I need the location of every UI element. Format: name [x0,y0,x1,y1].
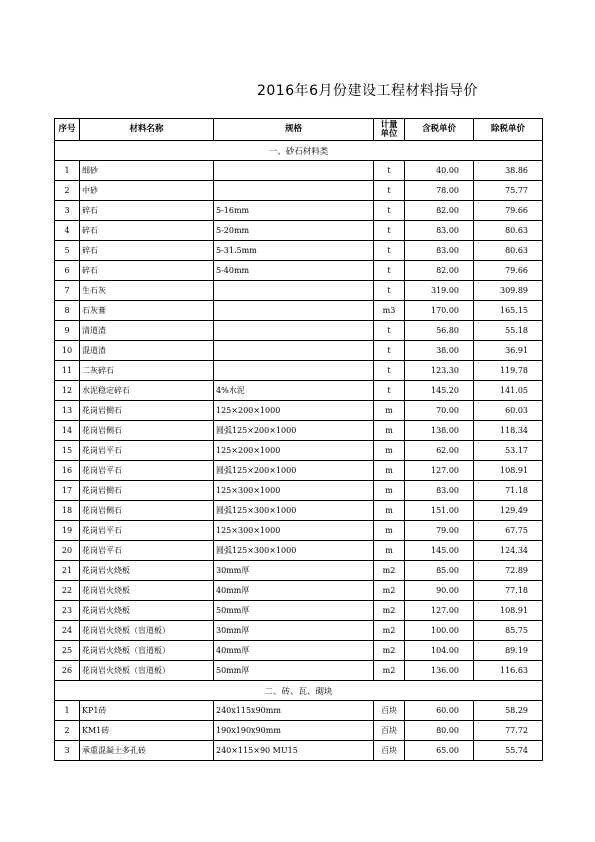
row-price-notax: 89.19 [474,641,543,661]
row-name: KM1砖 [80,721,214,741]
row-name: 花岗岩火烧板 [80,601,214,621]
row-price-tax: 83.00 [405,481,474,501]
row-spec: 50mm厚 [214,601,374,621]
table-row [55,241,543,261]
row-price-notax: 165.15 [474,301,543,321]
row-spec [214,181,374,201]
row-spec: 圆弧125×300×1000 [214,541,374,561]
row-name: 花岗岩火烧板 [80,561,214,581]
row-price-tax: 65.00 [405,741,474,761]
row-seq: 8 [55,301,80,321]
row-price-notax: 53.17 [474,441,543,461]
row-unit: m2 [374,641,405,661]
row-price-notax: 116.63 [474,661,543,681]
row-price-tax: 60.00 [405,701,474,721]
table-row [55,381,543,401]
table-row [55,601,543,621]
header-price-notax: 除税单价 [474,119,543,141]
row-spec: 5-16mm [214,201,374,221]
table-row [55,341,543,361]
row-name: 碎石 [80,221,214,241]
table-row [55,461,543,481]
row-seq: 1 [55,701,80,721]
row-price-tax: 170.00 [405,301,474,321]
row-spec [214,321,374,341]
row-spec: 240x115x90mm [214,701,374,721]
table-row [55,321,543,341]
row-name: 花岗岩侧石 [80,481,214,501]
section-title: 一、砂石材料类 [55,141,543,161]
row-name: 花岗岩平石 [80,461,214,481]
row-price-tax: 145.00 [405,541,474,561]
row-price-tax: 127.00 [405,461,474,481]
table-row [55,541,543,561]
row-seq: 2 [55,181,80,201]
table-row [55,641,543,661]
row-name: 细砂 [80,161,214,181]
row-unit: 百块 [374,741,405,761]
table-row [55,741,543,761]
row-price-notax: 118.34 [474,421,543,441]
table-row [55,701,543,721]
row-seq: 19 [55,521,80,541]
row-seq: 4 [55,221,80,241]
row-spec [214,281,374,301]
row-seq: 12 [55,381,80,401]
header-name: 材料名称 [80,119,214,141]
row-seq: 15 [55,441,80,461]
section-title: 二、砖、瓦、砌块 [55,681,543,701]
row-price-tax: 123.30 [405,361,474,381]
row-name: 花岗岩平石 [80,541,214,561]
row-unit: t [374,281,405,301]
row-unit: t [374,201,405,221]
row-price-notax: 75.77 [474,181,543,201]
row-unit: t [374,341,405,361]
table-row [55,501,543,521]
row-price-tax: 136.00 [405,661,474,681]
row-price-tax: 319.00 [405,281,474,301]
row-price-tax: 56.80 [405,321,474,341]
row-seq: 1 [55,161,80,181]
row-spec: 圆弧125×300×1000 [214,501,374,521]
row-unit: 百块 [374,721,405,741]
row-price-notax: 55.74 [474,741,543,761]
table-row [55,661,543,681]
row-name: 花岗岩平石 [80,521,214,541]
row-price-tax: 40.00 [405,161,474,181]
row-unit: 百块 [374,701,405,721]
row-unit: m [374,481,405,501]
table-row [55,281,543,301]
row-spec: 240×115×90 MU15 [214,741,374,761]
table-row [55,181,543,201]
row-price-notax: 38.86 [474,161,543,181]
row-price-notax: 124.34 [474,541,543,561]
row-seq: 5 [55,241,80,261]
row-price-tax: 138.00 [405,421,474,441]
row-unit: m [374,541,405,561]
row-seq: 18 [55,501,80,521]
row-unit: t [374,361,405,381]
row-unit: m [374,421,405,441]
row-seq: 23 [55,601,80,621]
row-price-notax: 55.18 [474,321,543,341]
row-seq: 3 [55,201,80,221]
row-spec: 5-20mm [214,221,374,241]
row-spec: 125×200×1000 [214,441,374,461]
row-spec: 5-31.5mm [214,241,374,261]
row-spec: 125×300×1000 [214,521,374,541]
row-price-tax: 100.00 [405,621,474,641]
row-name: 水泥稳定碎石 [80,381,214,401]
row-price-notax: 72.89 [474,561,543,581]
table-row [55,201,543,221]
row-spec: 圆弧125×200×1000 [214,461,374,481]
row-price-tax: 80.00 [405,721,474,741]
row-spec: 30mm厚 [214,561,374,581]
row-name: 花岗岩火烧板（盲道板） [80,661,214,681]
row-unit: m2 [374,601,405,621]
row-price-tax: 90.00 [405,581,474,601]
row-seq: 13 [55,401,80,421]
table-body [55,141,543,761]
row-price-notax: 77.18 [474,581,543,601]
row-price-tax: 82.00 [405,201,474,221]
row-price-tax: 38.00 [405,341,474,361]
section-header-row [55,681,543,701]
row-price-tax: 78.00 [405,181,474,201]
row-name: 混道渣 [80,341,214,361]
table-row [55,721,543,741]
row-seq: 14 [55,421,80,441]
row-seq: 25 [55,641,80,661]
row-name: 石灰膏 [80,301,214,321]
row-unit: t [374,321,405,341]
row-spec [214,341,374,361]
row-price-notax: 129.49 [474,501,543,521]
row-seq: 22 [55,581,80,601]
row-seq: 21 [55,561,80,581]
row-spec: 190x190x90mm [214,721,374,741]
row-name: 花岗岩火烧板（盲道板） [80,621,214,641]
page-title-text: 2016年6月份建设工程材料指导价 [256,83,479,99]
row-spec: 125×300×1000 [214,481,374,501]
row-unit: m [374,461,405,481]
row-spec: 30mm厚 [214,621,374,641]
row-unit: t [374,161,405,181]
table-row [55,481,543,501]
row-name: 二灰碎石 [80,361,214,381]
row-price-notax: 36.91 [474,341,543,361]
row-seq: 9 [55,321,80,341]
row-name: KP1砖 [80,701,214,721]
row-price-notax: 141.05 [474,381,543,401]
table-row [55,261,543,281]
row-price-tax: 83.00 [405,221,474,241]
table-row [55,221,543,241]
row-name: 承重混凝土多孔砖 [80,741,214,761]
row-seq: 7 [55,281,80,301]
row-name: 花岗岩侧石 [80,501,214,521]
row-unit: m2 [374,661,405,681]
row-unit: m2 [374,581,405,601]
row-spec: 4%水泥 [214,381,374,401]
row-seq: 6 [55,261,80,281]
row-seq: 26 [55,661,80,681]
header-price-tax: 含税单价 [405,119,474,141]
row-price-notax: 71.18 [474,481,543,501]
row-spec: 圆弧125×200×1000 [214,421,374,441]
row-price-notax: 58.29 [474,701,543,721]
row-name: 生石灰 [80,281,214,301]
row-spec [214,161,374,181]
row-seq: 3 [55,741,80,761]
header-spec: 规格 [214,119,374,141]
row-price-notax: 85.75 [474,621,543,641]
row-unit: t [374,181,405,201]
row-unit: t [374,241,405,261]
row-price-notax: 60.03 [474,401,543,421]
row-unit: t [374,381,405,401]
row-price-notax: 80.63 [474,241,543,261]
row-spec [214,361,374,381]
row-spec: 40mm厚 [214,581,374,601]
row-name: 花岗岩火烧板（盲道板） [80,641,214,661]
row-seq: 11 [55,361,80,381]
row-price-tax: 70.00 [405,401,474,421]
row-price-tax: 83.00 [405,241,474,261]
row-name: 碎石 [80,241,214,261]
row-price-notax: 67.75 [474,521,543,541]
row-price-notax: 80.63 [474,221,543,241]
price-table [54,118,543,761]
row-price-notax: 79.66 [474,261,543,281]
table-row [55,561,543,581]
row-price-tax: 62.00 [405,441,474,461]
row-name: 花岗岩侧石 [80,421,214,441]
row-price-notax: 108.91 [474,601,543,621]
row-unit: m [374,441,405,461]
row-name: 清道渣 [80,321,214,341]
table-row [55,581,543,601]
row-seq: 2 [55,721,80,741]
row-price-tax: 151.00 [405,501,474,521]
table-row [55,401,543,421]
row-price-tax: 145.20 [405,381,474,401]
row-spec: 40mm厚 [214,641,374,661]
row-unit: m [374,401,405,421]
row-unit: m [374,501,405,521]
row-name: 碎石 [80,201,214,221]
row-name: 中砂 [80,181,214,201]
header-unit-text: 计量单位 [380,119,398,139]
section-header-row [55,141,543,161]
row-seq: 17 [55,481,80,501]
row-unit: t [374,221,405,241]
row-price-notax: 309.89 [474,281,543,301]
table-row [55,441,543,461]
row-seq: 24 [55,621,80,641]
table-row [55,301,543,321]
table-row [55,161,543,181]
table-row [55,421,543,441]
row-seq: 10 [55,341,80,361]
row-name: 花岗岩侧石 [80,401,214,421]
row-spec: 5-40mm [214,261,374,281]
row-seq: 20 [55,541,80,561]
row-name: 碎石 [80,261,214,281]
row-price-tax: 85.00 [405,561,474,581]
row-price-tax: 104.00 [405,641,474,661]
row-unit: t [374,261,405,281]
header-seq: 序号 [55,119,80,141]
header-row [55,119,543,141]
row-price-tax: 127.00 [405,601,474,621]
row-seq: 16 [55,461,80,481]
row-unit: m [374,521,405,541]
row-unit: m2 [374,621,405,641]
row-unit: m3 [374,301,405,321]
row-name: 花岗岩平石 [80,441,214,461]
row-spec [214,301,374,321]
row-unit: m2 [374,561,405,581]
row-price-tax: 82.00 [405,261,474,281]
row-name: 花岗岩火烧板 [80,581,214,601]
row-price-notax: 119.78 [474,361,543,381]
row-price-notax: 108.91 [474,461,543,481]
page-title [0,80,595,100]
row-price-notax: 77.72 [474,721,543,741]
row-spec: 125×200×1000 [214,401,374,421]
row-price-tax: 79.00 [405,521,474,541]
header-unit [374,119,405,141]
table-row [55,361,543,381]
table-row [55,621,543,641]
table-row [55,521,543,541]
row-price-notax: 79.66 [474,201,543,221]
row-spec: 50mm厚 [214,661,374,681]
